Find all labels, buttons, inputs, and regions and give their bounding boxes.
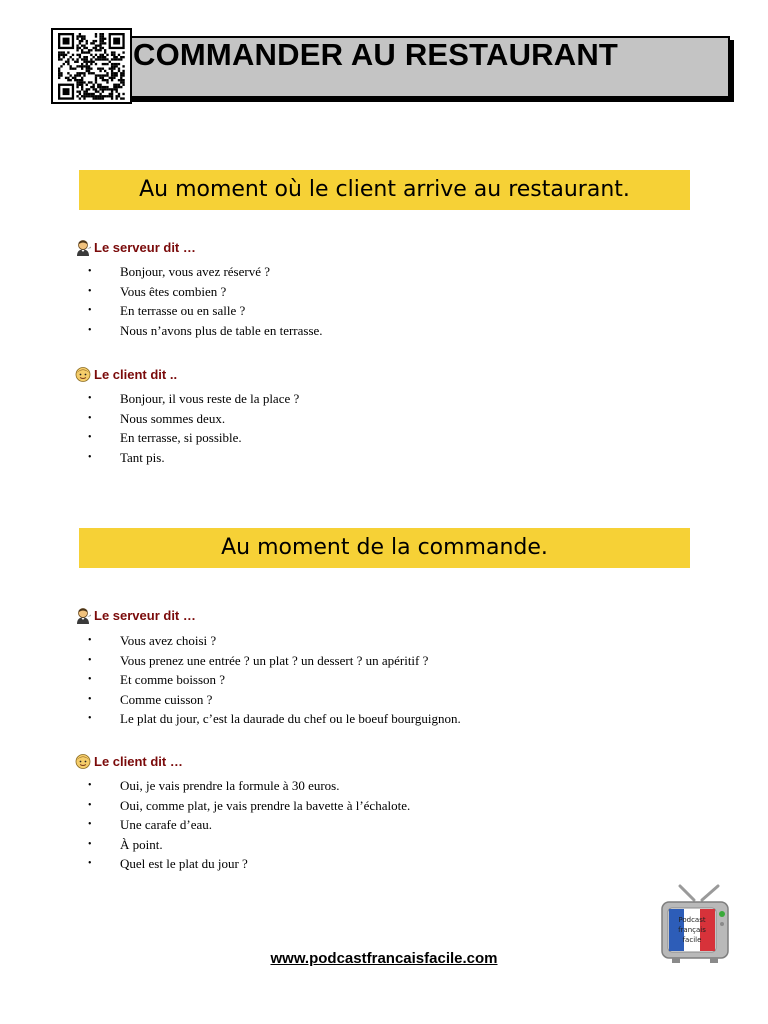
section-2-client-list — [84, 776, 410, 874]
list-item: • Oui, comme plat, je vais prendre la bavette à l’échalote. — [88, 797, 411, 813]
list-item: • Nous n’avons plus de table en terrasse. — [88, 322, 323, 338]
section-2-serveur-label: Le serveur dit … — [74, 606, 196, 624]
list-item: • Une carafe d’eau. — [88, 817, 213, 832]
svg-text:facile: facile — [682, 936, 702, 944]
list-item: • En terrasse ou en salle ? — [88, 303, 246, 318]
list-item: • Tant pis. — [88, 449, 165, 465]
list-item: • Vous prenez une entrée ? un plat ? un dessert ? un apéritif ? — [88, 652, 429, 668]
list-item: • Vous avez choisi ? — [88, 633, 217, 648]
section-2-client-label: Le client dit … — [74, 752, 183, 770]
website-link[interactable]: www.podcastfrancaisfacile.com — [270, 950, 498, 967]
list-item: • Et comme boisson ? — [88, 672, 226, 687]
client-face-icon — [74, 365, 92, 383]
list-item: • Bonjour, il vous reste de la place ? — [88, 391, 300, 406]
waiter-icon — [74, 238, 92, 256]
section-1-client-list — [84, 389, 299, 467]
svg-text:Podcast: Podcast — [678, 916, 706, 924]
section-1-serveur-label: Le serveur dit … — [74, 238, 196, 256]
list-item: • Nous sommes deux. — [88, 410, 226, 426]
list-item: • En terrasse, si possible. — [88, 430, 242, 445]
list-item: • Oui, je vais prendre la formule à 30 euros. — [88, 778, 340, 793]
svg-text:français: français — [678, 926, 706, 934]
page-title: COMMANDER AU RESTAURANT — [133, 37, 619, 72]
list-item: • Comme cuisson ? — [88, 691, 213, 707]
qr-code-frame — [51, 28, 132, 104]
client-face-icon — [74, 752, 92, 770]
section-1-serveur-list — [84, 262, 323, 340]
section-2-banner: Au moment de la commande. — [79, 528, 690, 568]
list-item: • Vous êtes combien ? — [88, 283, 227, 299]
waiter-icon — [74, 606, 92, 624]
section-2-serveur-list — [84, 631, 461, 729]
list-item: • Le plat du jour, c’est la daurade du chef ou le boeuf bourguignon. — [88, 711, 461, 726]
qr-code-icon — [53, 30, 130, 102]
section-1-banner: Au moment où le client arrive au restaurant. — [79, 170, 690, 210]
list-item: • À point. — [88, 836, 163, 852]
list-item: • Quel est le plat du jour ? — [88, 856, 248, 871]
tv-logo-icon — [660, 882, 732, 968]
list-item: • Bonjour, vous avez réservé ? — [88, 264, 271, 279]
section-1-client-label: Le client dit .. — [74, 365, 177, 383]
